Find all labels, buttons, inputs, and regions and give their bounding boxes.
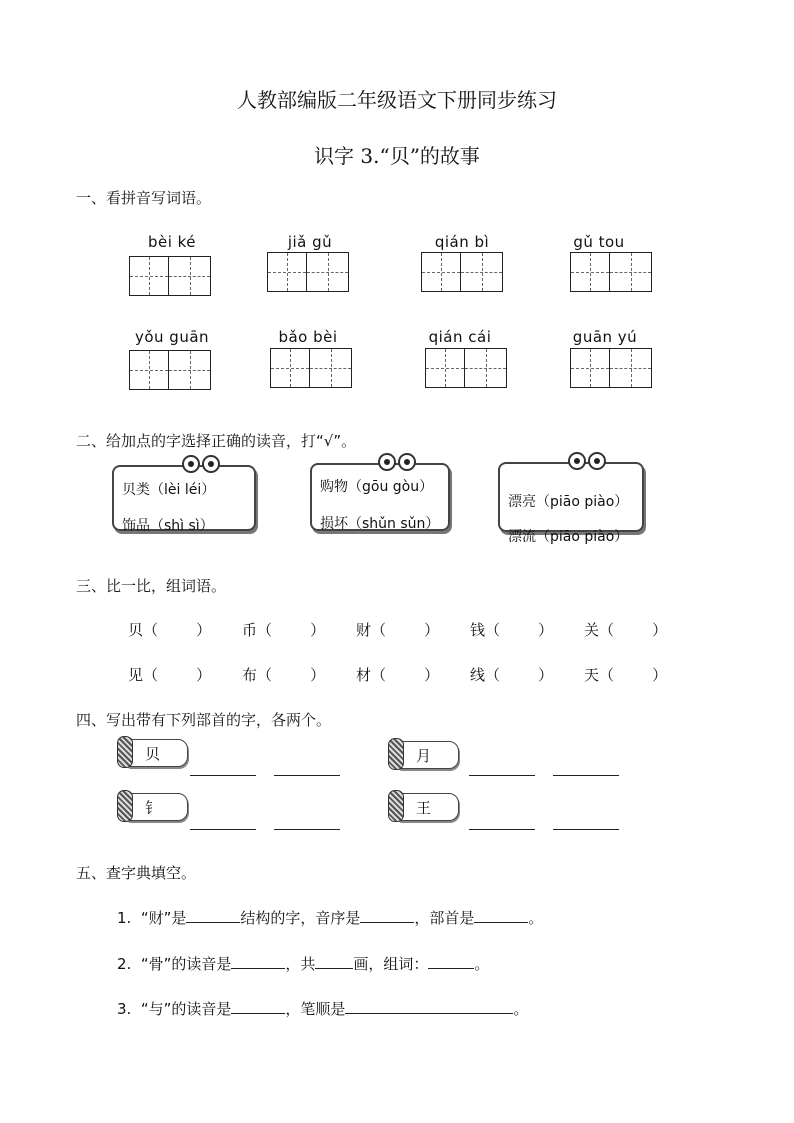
question-text: ，共 (285, 955, 316, 973)
tianzige-box[interactable] (425, 348, 507, 388)
eye-icon (398, 453, 416, 471)
compare-item[interactable]: 财（ ） (356, 621, 440, 639)
radical-tag (397, 793, 459, 821)
radical-label: 贝 (145, 745, 161, 763)
answer-blank[interactable] (360, 908, 414, 923)
question-text: 1. “财”是 (117, 909, 187, 927)
eye-icon (588, 452, 606, 470)
answer-blank[interactable] (315, 954, 353, 969)
radical-tag (397, 741, 459, 769)
card-line[interactable]: 贝类（lèi léi） (122, 482, 216, 498)
dictionary-question-2 (117, 953, 489, 974)
answer-blank[interactable] (274, 829, 340, 830)
compare-item[interactable]: 币（ ） (242, 621, 326, 639)
pinyin-label: qián cái (428, 328, 492, 346)
card-line[interactable]: 损坏（shǔn sǔn） (320, 516, 440, 532)
dictionary-question-3 (117, 998, 528, 1019)
compare-item[interactable]: 见（ ） (128, 666, 212, 684)
answer-blank[interactable] (553, 829, 619, 830)
tag-icon (117, 790, 133, 822)
tianzige-box[interactable] (270, 348, 352, 388)
lesson-subtitle: 识字 3.“贝”的故事 (314, 144, 480, 168)
compare-item[interactable]: 关（ ） (584, 621, 668, 639)
answer-blank[interactable] (231, 999, 285, 1014)
section-1-heading: 一、看拼音写词语。 (76, 189, 212, 207)
tianzige-box[interactable] (421, 252, 503, 292)
card-line[interactable]: 购物（gōu gòu） (320, 479, 434, 495)
radical-label: 王 (416, 799, 432, 817)
compare-item[interactable]: 钱（ ） (470, 621, 554, 639)
pinyin-label: bǎo bèi (278, 328, 338, 346)
question-text: ，部首是 (414, 909, 475, 927)
eyes-decoration (182, 455, 220, 473)
eyes-decoration (568, 452, 606, 470)
section-4-heading: 四、写出带有下列部首的字，各两个。 (76, 711, 332, 729)
pinyin-label: qián bì (434, 233, 490, 251)
answer-blank[interactable] (186, 908, 240, 923)
page-title: 人教部编版二年级语文下册同步练习 (237, 88, 557, 112)
dictionary-question-1 (117, 907, 543, 928)
reading-card (498, 462, 644, 545)
eyes-decoration (378, 453, 416, 471)
answer-blank[interactable] (428, 954, 474, 969)
compare-item[interactable]: 材（ ） (356, 666, 440, 684)
compare-item[interactable]: 布（ ） (242, 666, 326, 684)
answer-blank[interactable] (474, 908, 528, 923)
pinyin-label: jiǎ gǔ (287, 233, 333, 251)
section-3-heading: 三、比一比，组词语。 (76, 577, 227, 595)
radical-label: 钅 (145, 799, 161, 817)
reading-card (310, 463, 450, 531)
pinyin-label: guān yú (572, 328, 638, 346)
compare-row (128, 619, 698, 640)
question-text: ，笔顺是 (285, 1000, 346, 1018)
tianzige-box[interactable] (129, 256, 211, 296)
question-text: 。 (513, 1000, 529, 1018)
compare-item[interactable]: 天（ ） (584, 666, 668, 684)
card-line[interactable]: 饰品（shì sì） (122, 518, 214, 534)
question-text: 3. “与”的读音是 (117, 1000, 232, 1018)
pinyin-label: yǒu guān (134, 328, 210, 346)
eye-icon (202, 455, 220, 473)
card-line[interactable]: 漂流（piāo piào） (508, 529, 629, 545)
answer-blank[interactable] (190, 775, 256, 776)
answer-blank[interactable] (553, 775, 619, 776)
section-2-heading: 二、给加点的字选择正确的读音，打“√”。 (76, 432, 357, 450)
eye-icon (182, 455, 200, 473)
tag-icon (388, 790, 404, 822)
tianzige-box[interactable] (570, 348, 652, 388)
question-text: 结构的字，音序是 (240, 909, 361, 927)
tianzige-box[interactable] (129, 350, 211, 390)
eye-icon (568, 452, 586, 470)
card-line[interactable]: 漂亮（piāo piào） (508, 494, 629, 510)
section-5-heading: 五、查字典填空。 (76, 864, 197, 882)
answer-blank[interactable] (345, 999, 513, 1014)
question-text: 。 (528, 909, 544, 927)
answer-blank[interactable] (469, 829, 535, 830)
radical-label: 月 (416, 747, 432, 765)
tag-icon (388, 738, 404, 770)
answer-blank[interactable] (469, 775, 535, 776)
eye-icon (378, 453, 396, 471)
compare-item[interactable]: 贝（ ） (128, 621, 212, 639)
pinyin-label: gǔ tou (573, 233, 625, 251)
question-text: 画，组词： (353, 955, 429, 973)
tag-icon (117, 736, 133, 768)
answer-blank[interactable] (274, 775, 340, 776)
answer-blank[interactable] (231, 954, 285, 969)
radical-tag (126, 793, 188, 821)
tianzige-box[interactable] (267, 252, 349, 292)
pinyin-label: bèi ké (147, 233, 197, 251)
reading-card (112, 465, 256, 534)
radical-tag (126, 739, 188, 767)
question-text: 。 (474, 955, 490, 973)
tianzige-box[interactable] (570, 252, 652, 292)
compare-row (128, 664, 698, 685)
compare-item[interactable]: 线（ ） (470, 666, 554, 684)
answer-blank[interactable] (190, 829, 256, 830)
question-text: 2. “骨”的读音是 (117, 955, 232, 973)
